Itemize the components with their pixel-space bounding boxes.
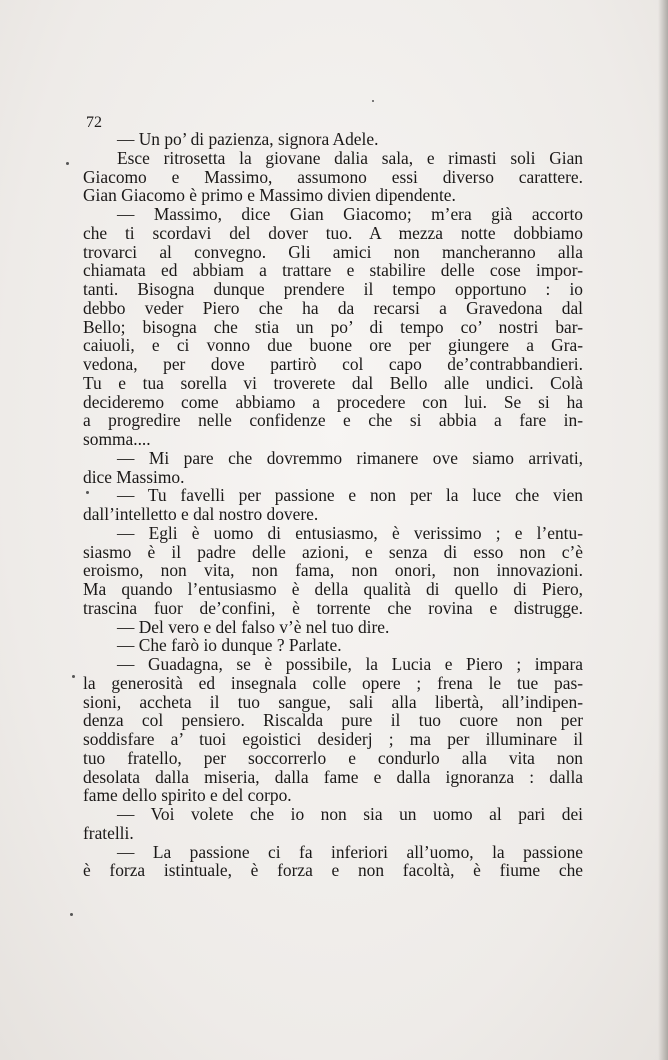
text-line: — La passione ci fa inferiori all’uomo, la passione [117, 841, 583, 862]
text-line: che ti scordavi del dover tuo. A mezza notte dobbiamo [83, 222, 583, 243]
paper-speck [66, 162, 69, 165]
text-line: desolata dalla miseria, dalla fame e dalla ignoranza : dalla [83, 766, 583, 787]
text-line: a progredire nelle confidenze e che si abbia a fare in- [83, 410, 583, 431]
text-line: — Massimo, dice Gian Giacomo; m’era già accorto [117, 204, 583, 224]
text-line: — Guadagna, se è possibile, la Lucia e Piero ; impara [117, 654, 583, 674]
text-line: — Voi volete che io non sia un uomo al pari dei [117, 804, 583, 824]
text-line: — Mi pare che dovremmo rimanere ove siamo arrivati, [117, 447, 583, 468]
text-line: trovarci al convegno. Gli amici non mancheranno alla [83, 241, 583, 262]
text-line: — Che farò io dunque ? Parlate. [117, 635, 342, 656]
paper-speck [86, 491, 89, 494]
text-line: dice Massimo. [83, 466, 185, 487]
text-line: — Tu favelli per passione e non per la luce che vien [117, 485, 583, 506]
text-line: Bello; bisogna che stia un po’ di tempo co’ nostri bar- [83, 316, 583, 337]
text-line: decideremo come abbiamo a procedere con lui. Se si ha [83, 391, 583, 412]
body-text [83, 130, 583, 880]
text-line: tuo fratello, per soccorrerlo e condurlo alla vita non [83, 747, 583, 768]
text-line: chiamata ed abbiam a trattare e stabilire delle cose impor- [83, 260, 583, 281]
paper-speck [72, 675, 75, 678]
text-line: caiuoli, e ci vonno due buone ore per giungere a Gra- [83, 335, 583, 356]
text-line: denza col pensiero. Riscalda pure il tuo cuore non per [83, 710, 583, 731]
text-line: tanti. Bisogna dunque prendere il tempo opportuno : io [83, 279, 583, 299]
text-line: Esce ritrosetta la giovane dalia sala, e rimasti soli Gian [117, 147, 583, 168]
text-line: — Egli è uomo di entusiasmo, è verissimo ; e l’entu- [117, 522, 583, 543]
text-line: trascina fuor de’confini, è torrente che rovina e distrugge. [83, 597, 583, 618]
text-line: somma.... [83, 429, 151, 449]
paper-speck [70, 913, 73, 916]
page-number: 72 [86, 114, 102, 131]
text-line: fratelli. [83, 822, 134, 843]
text-line: fame dello spirito e del corpo. [83, 785, 292, 806]
text-line: Gian Giacomo è primo e Massimo divien dipendente. [83, 185, 456, 206]
page-edge-shadow [658, 0, 668, 1060]
text-line: vedona, per dove partirò col capo de’contrabbandieri. [83, 354, 583, 374]
text-line: la generosità ed insegnala colle opere ; frena le tue pas- [83, 672, 583, 693]
text-line: eroismo, non vita, non fama, non onori, non innovazioni. [83, 560, 583, 581]
text-line: — Del vero e del falso v’è nel tuo dire. [117, 616, 390, 637]
text-line: debbo veder Piero che ha da recarsi a Gravedona dal [83, 297, 583, 318]
text-line: siasmo è il padre delle azioni, e senza di esso non c’è [83, 541, 583, 562]
text-line: Giacomo e Massimo, assumono essi diverso carattere. [83, 166, 583, 187]
text-line: sioni, accheta il tuo sangue, sali alla libertà, all’indipen- [83, 691, 583, 712]
paper-speck [372, 100, 374, 102]
text-line: — Un po’ di pazienza, signora Adele. [117, 129, 379, 149]
text-line: Ma quando l’entusiasmo è della qualità di quello di Piero, [83, 579, 583, 599]
text-line: dall’intelletto e dal nostro dovere. [83, 504, 319, 524]
text-line: Tu e tua sorella vi troverete dal Bello alle undici. Colà [83, 372, 583, 393]
text-line: è forza istintuale, è forza e non facoltà, è fiume che [83, 860, 583, 881]
text-line: soddisfare a’ tuoi egoistici desiderj ; ma per illuminare il [83, 729, 583, 749]
